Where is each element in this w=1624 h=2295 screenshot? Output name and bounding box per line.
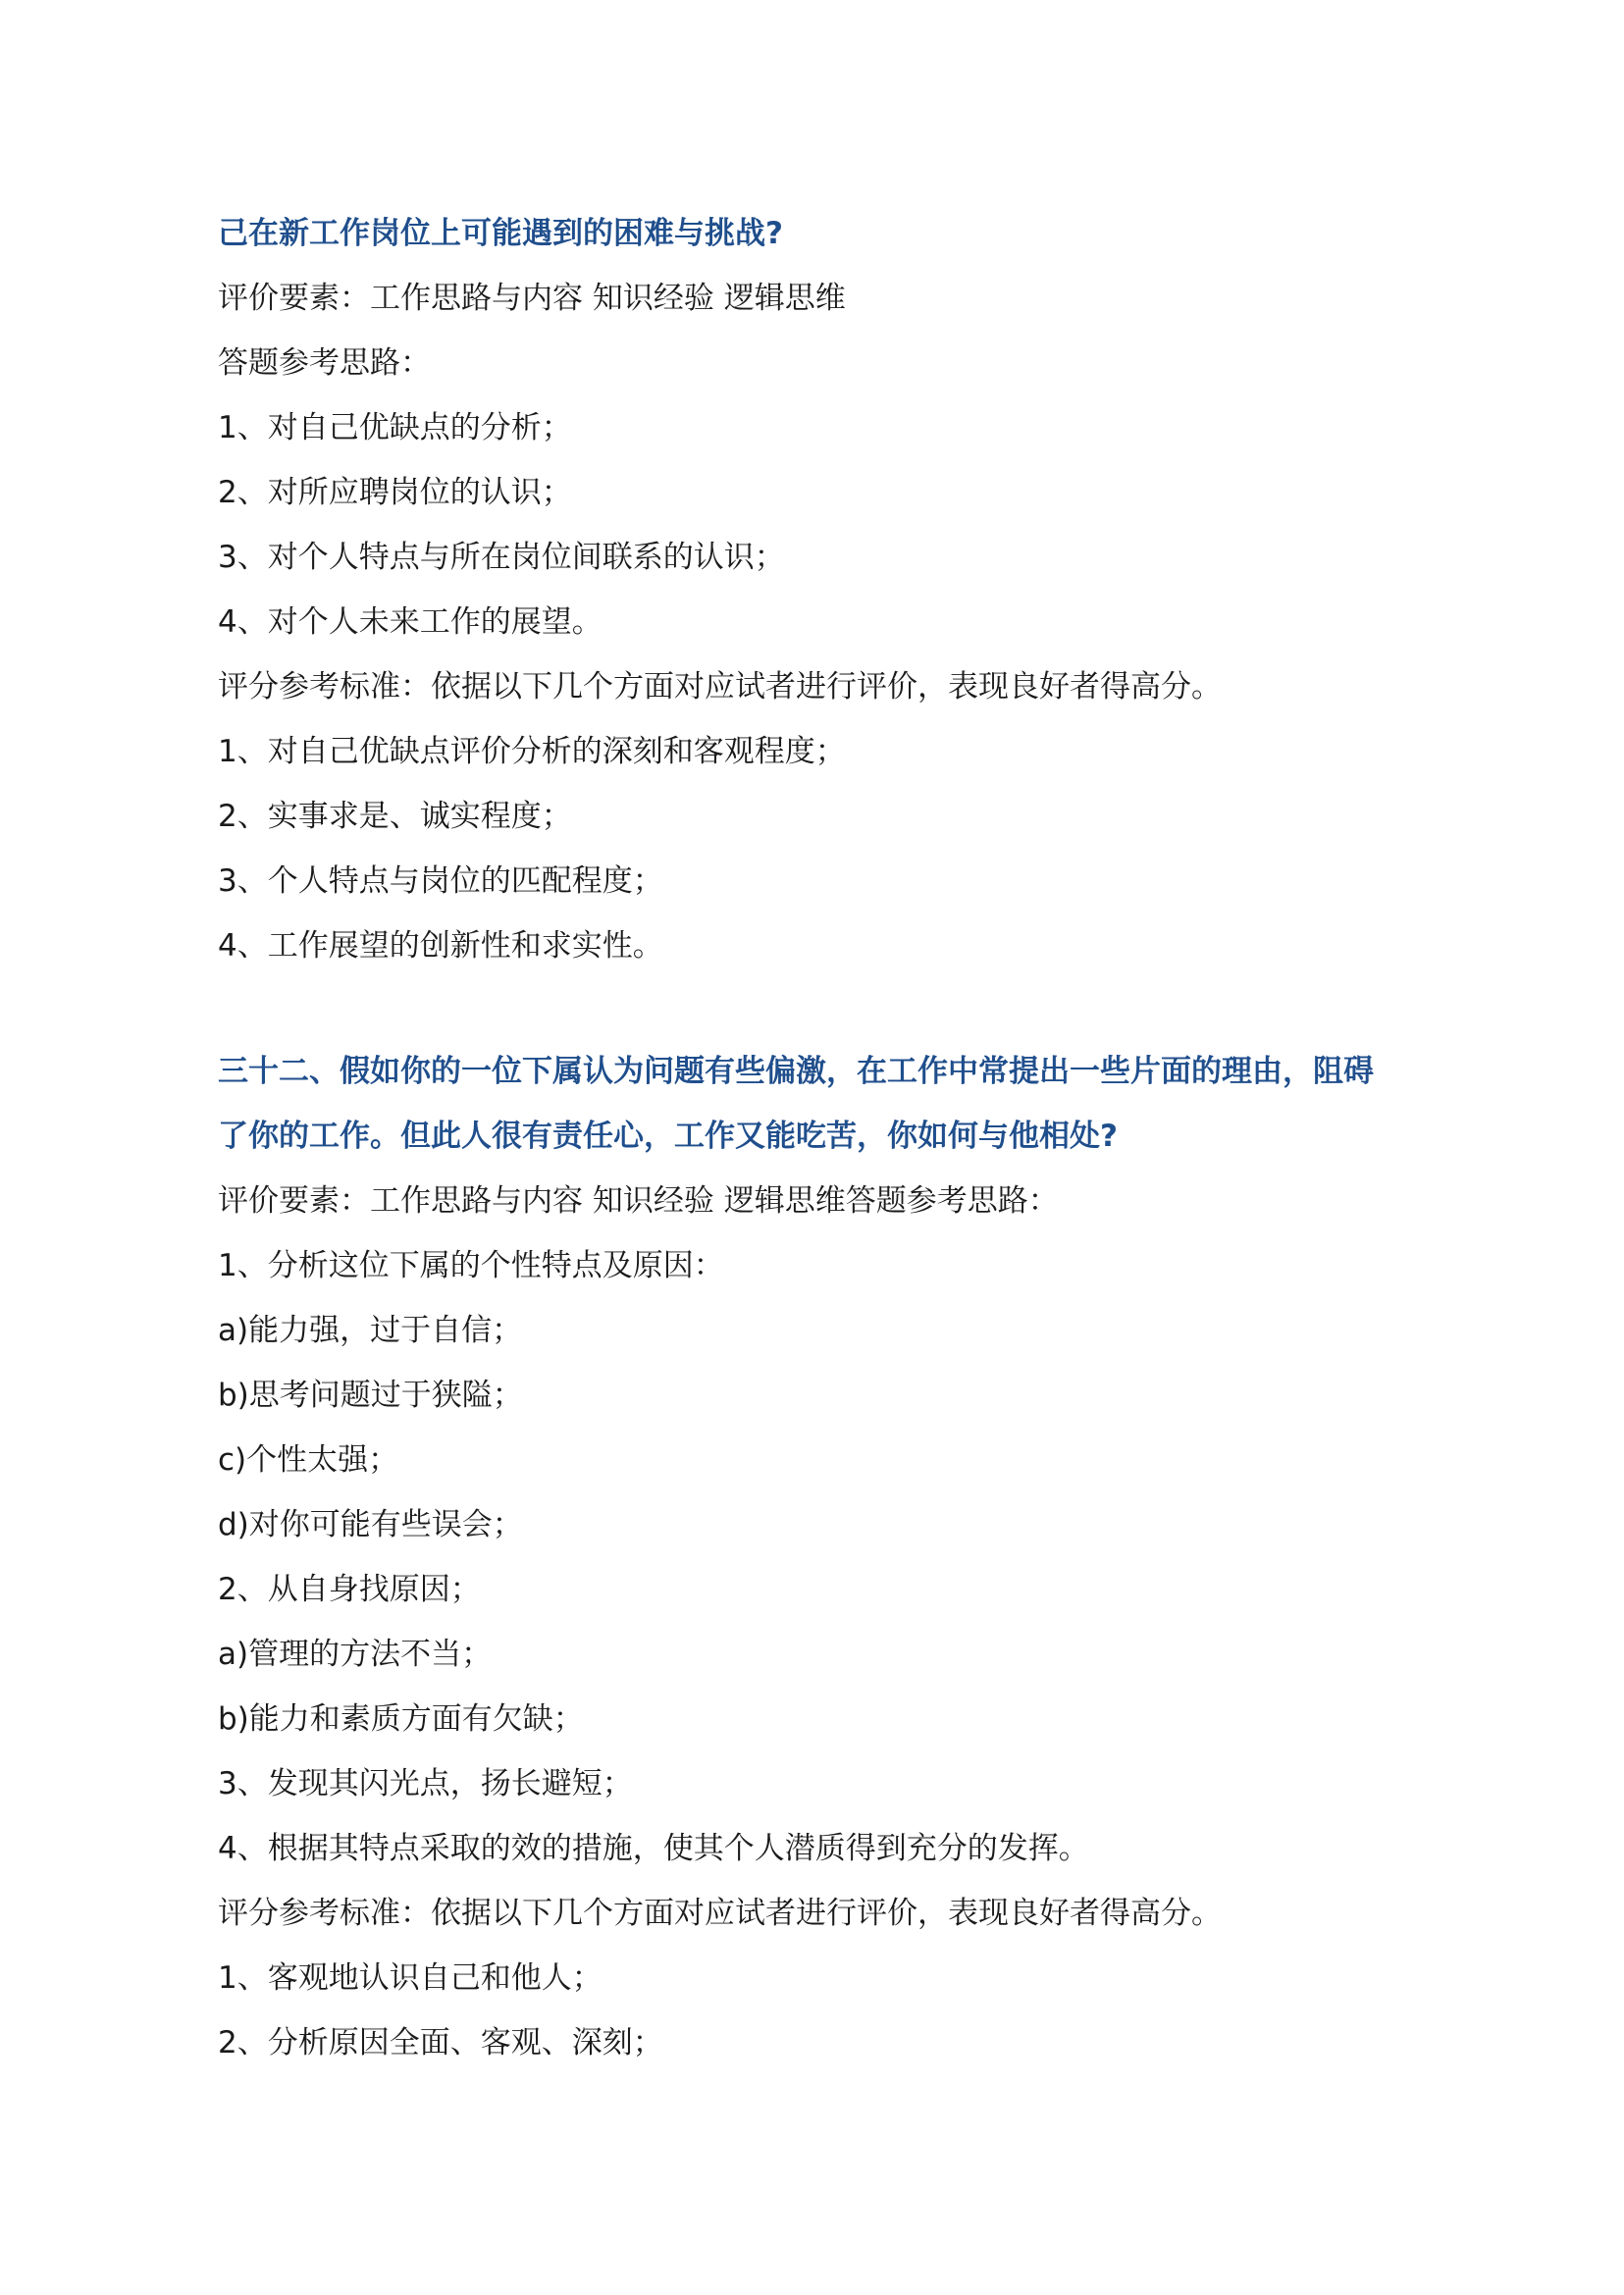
scoring-item: 2、实事求是、诚实程度； bbox=[218, 799, 572, 834]
approach-subitem: a)管理的方法不当； bbox=[218, 1637, 493, 1672]
scoring-item: 1、对自己优缺点评价分析的深刻和客观程度； bbox=[218, 734, 846, 769]
approach-subitem: b)思考问题过于狭隘； bbox=[218, 1378, 523, 1413]
document-body bbox=[218, 201, 1493, 2075]
scoring-item: 1、客观地认识自己和他人； bbox=[218, 1960, 602, 1996]
scoring-item: 3、个人特点与岗位的匹配程度； bbox=[218, 863, 663, 899]
approach-item: 2、对所应聘岗位的认识； bbox=[218, 475, 572, 510]
approach-item: 4、根据其特点采取的效的措施，使其个人潜质得到充分的发挥。 bbox=[218, 1831, 1089, 1866]
approach-item: 1、对自己优缺点的分析； bbox=[218, 410, 572, 445]
scoring-item: 2、分析原因全面、客观、深刻； bbox=[218, 2025, 663, 2060]
scoring-label: 评分参考标准：依据以下几个方面对应试者进行评价，表现良好者得高分。 bbox=[218, 669, 1222, 704]
approach-item: 2、从自身找原因； bbox=[218, 1572, 481, 1607]
approach-subitem: b)能力和素质方面有欠缺； bbox=[218, 1701, 584, 1737]
approach-item: 1、分析这位下属的个性特点及原因： bbox=[218, 1248, 724, 1283]
approach-item: 3、对个人特点与所在岗位间联系的认识； bbox=[218, 540, 785, 575]
approach-item: 3、发现其闪光点，扬长避短； bbox=[218, 1766, 633, 1801]
section-heading: 己在新工作岗位上可能遇到的困难与挑战? bbox=[218, 216, 783, 251]
eval-elements: 评价要素：工作思路与内容 知识经验 逻辑思维答题参考思路： bbox=[218, 1183, 1059, 1219]
approach-item: 4、对个人未来工作的展望。 bbox=[218, 604, 602, 640]
question-heading-line-1: 三十二、假如你的一位下属认为问题有些偏激，在工作中常提出一些片面的理由，阻碍 bbox=[218, 1054, 1374, 1089]
section-spacer bbox=[218, 978, 1493, 1039]
scoring-item: 4、工作展望的创新性和求实性。 bbox=[218, 928, 663, 964]
question-heading-line-2: 了你的工作。但此人很有责任心，工作又能吃苦，你如何与他相处? bbox=[218, 1119, 1118, 1154]
approach-subitem: c)个性太强； bbox=[218, 1442, 399, 1478]
approach-subitem: a)能力强，过于自信； bbox=[218, 1313, 523, 1348]
approach-subitem: d)对你可能有些误会； bbox=[218, 1507, 523, 1542]
scoring-label: 评分参考标准：依据以下几个方面对应试者进行评价，表现良好者得高分。 bbox=[218, 1896, 1222, 1931]
approach-label: 答题参考思路： bbox=[218, 345, 431, 381]
eval-elements: 评价要素：工作思路与内容 知识经验 逻辑思维 bbox=[218, 281, 846, 316]
